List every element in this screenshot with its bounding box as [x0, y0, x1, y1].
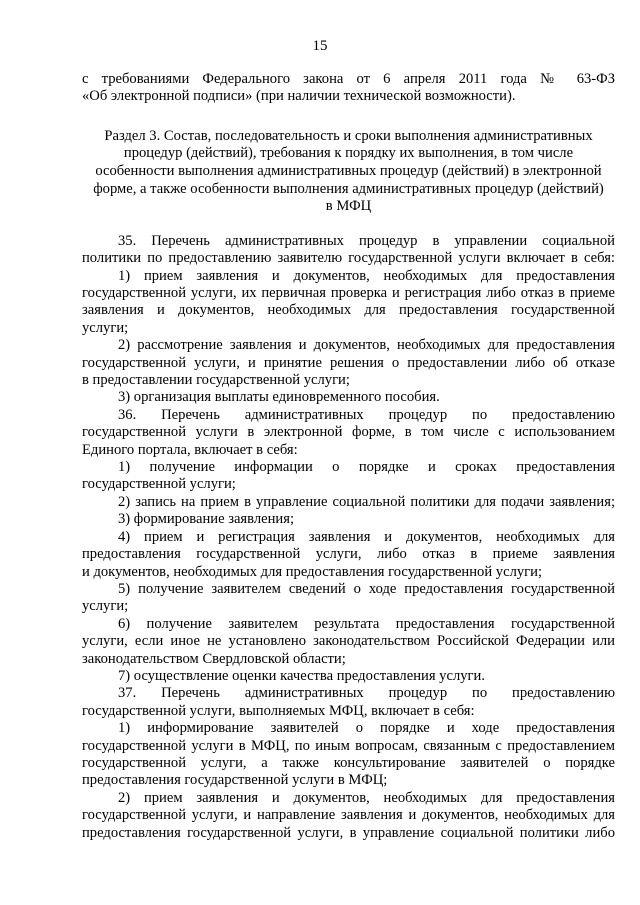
text-line: государственной услуги, и принятие решения о предоставлении либо об отказе — [82, 354, 615, 371]
document-text — [82, 71, 615, 842]
text-line: государственной услуги, выполняемых МФЦ, включает в себя: — [82, 702, 475, 719]
text-line: государственной услуги, их первичная проверка и регистрация либо отказ в приеме — [82, 285, 615, 301]
text-line: 2) рассмотрение заявления и документов, необходимых для предоставления — [118, 337, 615, 354]
text-line: 37. Перечень административных процедур по предоставлению — [118, 685, 615, 702]
section-heading — [82, 128, 615, 216]
text-line: услуги, если иное не установлено законодательством Российской Федерации или — [82, 633, 615, 650]
text-line: предоставления государственной услуги, в управление социальной политики либо — [82, 824, 615, 841]
text-line: услуги; — [82, 598, 129, 615]
text-line: с требованиями Федерального закона от 6 апреля 2011 года № 63-ФЗ — [82, 71, 615, 87]
text-line: и документов, необходимых для предоставления государственной услуги; — [82, 563, 543, 580]
text-line: «Об электронной подписи» (при наличии технической возможности). — [82, 88, 516, 105]
text-line: 1) прием заявления и документов, необходимых для предоставления — [118, 267, 615, 284]
page-number: 15 — [312, 38, 328, 54]
heading-line: форме, а также особенности выполнения административных процедур (действий) — [93, 180, 604, 197]
text-line: 36. Перечень административных процедур по предоставлению — [118, 406, 615, 423]
text-line: 3) формирование заявления; — [118, 511, 294, 528]
text-line: государственной услуги; — [82, 476, 236, 493]
text-line: в предоставлении государственной услуги; — [82, 372, 350, 389]
text-line: 1) информирование заявителей о порядке и ходе предоставления — [118, 720, 615, 737]
text-line: услуги; — [82, 319, 129, 336]
heading-line: в МФЦ — [325, 198, 372, 215]
heading-line: особенности выполнения административных процедур (действий) в электронной — [95, 163, 602, 179]
text-line: государственной услуги, а также консультирование заявителей о порядке — [82, 754, 615, 771]
text-line: законодательством Свердловской области; — [82, 650, 346, 667]
text-line: 35. Перечень административных процедур в управлении социальной — [118, 232, 615, 249]
heading-line: процедур (действий), требования к порядку их выполнения, в том числе — [123, 145, 574, 162]
text-line: государственной услуги, и направление заявления и документов, необходимых для — [82, 807, 615, 824]
text-line: 6) получение заявителем результата предоставления государственной — [118, 615, 615, 632]
text-line: 1) получение информации о порядке и сроках предоставления — [118, 459, 615, 476]
text-line: государственной услуги в электронной форме, в том числе с использованием — [82, 424, 615, 441]
text-line: 4) прием и регистрация заявления и документов, необходимых для — [118, 528, 615, 545]
text-line: предоставления государственной услуги, либо отказ в приеме заявления — [82, 546, 615, 563]
heading-line: Раздел 3. Состав, последовательность и сроки выполнения административных — [104, 127, 593, 144]
text-line: 2) запись на прием в управление социальной политики для подачи заявления; — [118, 493, 615, 510]
text-line: политики по предоставлению заявителю государственной услуги включает в себя: — [82, 250, 615, 267]
text-line: 5) получение заявителем сведений о ходе предоставления государственной — [118, 580, 615, 597]
text-line: государственной услуги в МФЦ, по иным вопросам, связанным с предоставлением — [82, 737, 615, 754]
text-line: заявления и документов, необходимых для предоставления государственной — [82, 302, 615, 319]
text-line: Единого портала, включает в себя: — [82, 441, 298, 458]
text-line: 7) осуществление оценки качества предоставления услуги. — [118, 667, 485, 684]
text-line: 3) организация выплаты единовременного пособия. — [118, 389, 440, 406]
text-line: 2) прием заявления и документов, необходимых для предоставления — [118, 789, 615, 806]
text-line: предоставления государственной услуги в МФЦ; — [82, 772, 388, 789]
